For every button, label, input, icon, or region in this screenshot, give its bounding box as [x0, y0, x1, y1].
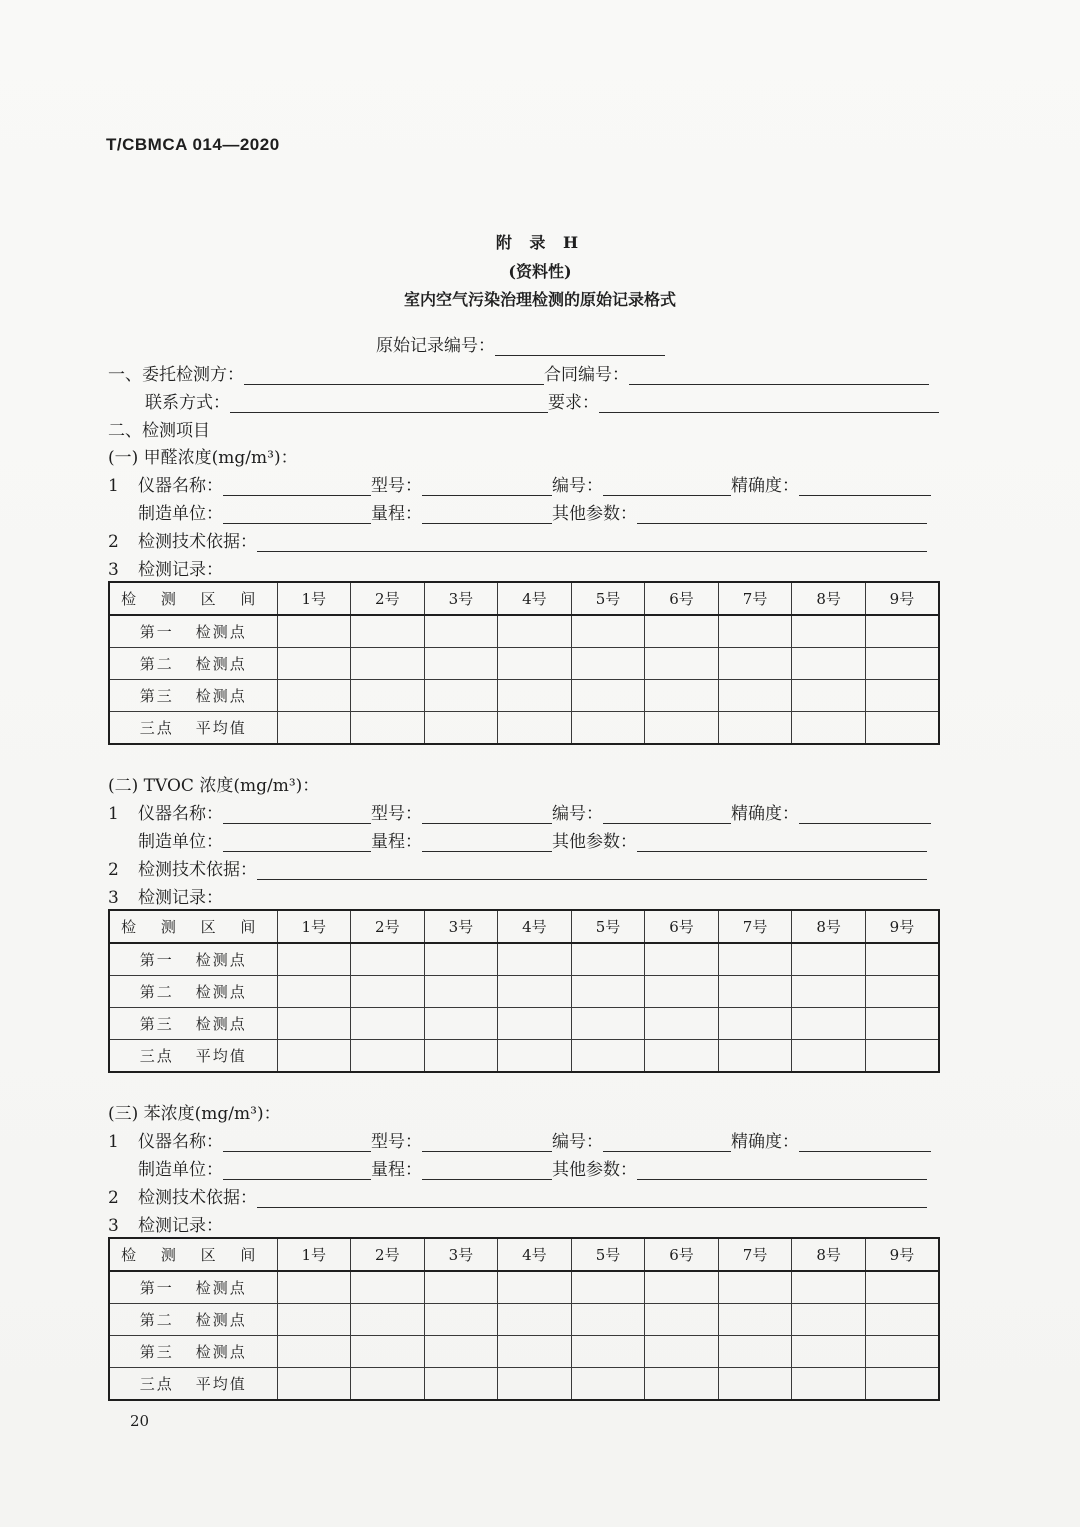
model-label: 型号： [371, 476, 422, 496]
other-params-label: 其他参数： [552, 504, 637, 524]
item-number: 2 [108, 532, 119, 552]
maker-blank[interactable] [223, 505, 371, 524]
basis-blank[interactable] [257, 1189, 927, 1208]
other-params-blank[interactable] [637, 505, 927, 524]
client-blank[interactable] [244, 366, 544, 385]
data-cell[interactable] [865, 1304, 939, 1336]
data-cell[interactable] [277, 943, 351, 976]
column-header: 7号 [718, 910, 792, 943]
column-header: 9号 [865, 1238, 939, 1271]
other-params-blank[interactable] [637, 833, 927, 852]
page-number: 20 [130, 1412, 150, 1430]
table-row [109, 615, 939, 648]
data-cell[interactable] [865, 712, 939, 745]
column-header: 2号 [351, 910, 425, 943]
instrument-name-blank[interactable] [223, 477, 371, 496]
record-label: 检测记录： [138, 1216, 223, 1236]
maker-row [138, 499, 927, 524]
other-params-blank[interactable] [637, 1161, 927, 1180]
basis-blank[interactable] [257, 861, 927, 880]
data-cell[interactable] [645, 976, 719, 1008]
column-header: 2号 [351, 1238, 425, 1271]
item-title: (一) 甲醛浓度(mg/m³)： [108, 448, 298, 468]
data-cell[interactable] [498, 1040, 572, 1073]
column-header: 3号 [424, 910, 498, 943]
instrument-row [108, 1127, 931, 1152]
data-cell[interactable] [351, 648, 425, 680]
column-header: 6号 [645, 1238, 719, 1271]
data-cell[interactable] [424, 712, 498, 745]
table-row [109, 1368, 939, 1401]
instrument-name-label: 仪器名称： [138, 804, 223, 824]
table-corner-header: 检 测 区 间 [109, 582, 277, 615]
record-row [108, 555, 223, 580]
data-cell[interactable] [277, 1368, 351, 1401]
column-header: 8号 [792, 582, 866, 615]
column-header: 7号 [718, 582, 792, 615]
contract-label: 合同编号： [544, 365, 629, 385]
column-header: 4号 [498, 910, 572, 943]
data-cell[interactable] [571, 1008, 645, 1040]
data-cell[interactable] [277, 1336, 351, 1368]
model-label: 型号： [371, 804, 422, 824]
data-cell[interactable] [424, 943, 498, 976]
record-number-label: 原始记录编号： [376, 336, 495, 356]
range-label: 量程： [371, 504, 422, 524]
data-cell[interactable] [277, 680, 351, 712]
data-cell[interactable] [277, 1271, 351, 1304]
data-cell[interactable] [424, 648, 498, 680]
data-cell[interactable] [277, 976, 351, 1008]
client-row [108, 360, 929, 385]
column-header: 6号 [645, 910, 719, 943]
item-number: 1 [108, 1132, 119, 1152]
serial-blank[interactable] [603, 1133, 731, 1152]
column-header: 1号 [277, 1238, 351, 1271]
item-title: (三) 苯浓度(mg/m³)： [108, 1104, 281, 1124]
data-cell[interactable] [571, 943, 645, 976]
basis-blank[interactable] [257, 533, 927, 552]
appendix-note: (资料性) [508, 262, 572, 281]
data-cell[interactable] [718, 1336, 792, 1368]
data-cell[interactable] [498, 1304, 572, 1336]
data-cell[interactable] [645, 1040, 719, 1073]
data-cell[interactable] [718, 1040, 792, 1073]
serial-label: 编号： [552, 1132, 603, 1152]
request-blank[interactable] [599, 394, 939, 413]
data-cell[interactable] [351, 943, 425, 976]
data-cell[interactable] [351, 1368, 425, 1401]
column-header: 3号 [424, 582, 498, 615]
serial-label: 编号： [552, 476, 603, 496]
maker-blank[interactable] [223, 1161, 371, 1180]
data-cell[interactable] [498, 976, 572, 1008]
range-blank[interactable] [422, 833, 552, 852]
appendix-heading: 室内空气污染治理检测的原始记录格式 [403, 290, 676, 309]
data-cell[interactable] [792, 1336, 866, 1368]
data-cell[interactable] [792, 712, 866, 745]
data-cell[interactable] [498, 1368, 572, 1401]
column-header: 7号 [718, 1238, 792, 1271]
model-blank[interactable] [422, 805, 552, 824]
data-cell[interactable] [277, 1304, 351, 1336]
data-cell[interactable] [792, 943, 866, 976]
data-cell[interactable] [792, 1008, 866, 1040]
data-cell[interactable] [498, 1336, 572, 1368]
record-table [108, 581, 940, 745]
accuracy-label: 精确度： [731, 1132, 799, 1152]
section-title: 二、检测项目 [108, 421, 210, 441]
basis-label: 检测技术依据： [138, 532, 257, 552]
appendix-title: 附 录 H [495, 233, 585, 252]
data-cell[interactable] [718, 615, 792, 648]
data-cell[interactable] [277, 615, 351, 648]
serial-blank[interactable] [603, 805, 731, 824]
accuracy-blank[interactable] [799, 805, 931, 824]
data-cell[interactable] [351, 976, 425, 1008]
data-cell[interactable] [865, 943, 939, 976]
column-header: 3号 [424, 1238, 498, 1271]
row-label: 第三 检测点 [109, 680, 277, 712]
data-cell[interactable] [718, 648, 792, 680]
data-cell[interactable] [645, 1368, 719, 1401]
data-cell[interactable] [498, 648, 572, 680]
table-row [109, 1040, 939, 1073]
data-cell[interactable] [351, 1040, 425, 1073]
data-cell[interactable] [865, 615, 939, 648]
column-header: 8号 [792, 1238, 866, 1271]
data-cell[interactable] [277, 1040, 351, 1073]
instrument-name-blank[interactable] [223, 805, 371, 824]
data-cell[interactable] [792, 1040, 866, 1073]
record-number-blank[interactable] [495, 337, 665, 356]
data-cell[interactable] [424, 1008, 498, 1040]
record-label: 检测记录： [138, 560, 223, 580]
data-cell[interactable] [645, 712, 719, 745]
row-label: 第二 检测点 [109, 976, 277, 1008]
data-cell[interactable] [645, 1336, 719, 1368]
data-cell[interactable] [865, 1271, 939, 1304]
data-cell[interactable] [351, 1304, 425, 1336]
accuracy-label: 精确度： [731, 476, 799, 496]
maker-label: 制造单位： [138, 1160, 223, 1180]
record-label: 检测记录： [138, 888, 223, 908]
data-cell[interactable] [645, 648, 719, 680]
row-label: 第一 检测点 [109, 943, 277, 976]
data-cell[interactable] [792, 1368, 866, 1401]
column-header: 9号 [865, 582, 939, 615]
item-number: 3 [108, 888, 119, 908]
other-params-label: 其他参数： [552, 1160, 637, 1180]
column-header: 5号 [571, 910, 645, 943]
model-label: 型号： [371, 1132, 422, 1152]
data-cell[interactable] [571, 615, 645, 648]
data-cell[interactable] [718, 1304, 792, 1336]
item-number: 2 [108, 860, 119, 880]
data-cell[interactable] [645, 1304, 719, 1336]
data-cell[interactable] [865, 648, 939, 680]
data-cell[interactable] [351, 615, 425, 648]
instrument-name-label: 仪器名称： [138, 1132, 223, 1152]
column-header: 4号 [498, 1238, 572, 1271]
data-cell[interactable] [498, 680, 572, 712]
contact-blank[interactable] [230, 394, 548, 413]
range-label: 量程： [371, 832, 422, 852]
maker-row [138, 827, 927, 852]
table-row [109, 1336, 939, 1368]
instrument-name-blank[interactable] [223, 1133, 371, 1152]
data-cell[interactable] [424, 1271, 498, 1304]
maker-blank[interactable] [223, 833, 371, 852]
data-cell[interactable] [277, 648, 351, 680]
data-cell[interactable] [498, 712, 572, 745]
column-header: 1号 [277, 910, 351, 943]
data-cell[interactable] [424, 1368, 498, 1401]
data-cell[interactable] [718, 712, 792, 745]
client-label: 一、委托检测方： [108, 365, 244, 385]
basis-row [108, 1183, 927, 1208]
data-cell[interactable] [571, 976, 645, 1008]
data-cell[interactable] [277, 1008, 351, 1040]
data-cell[interactable] [645, 943, 719, 976]
contact-label: 联系方式： [145, 393, 230, 413]
record-table [108, 1237, 940, 1401]
data-cell[interactable] [865, 1008, 939, 1040]
data-cell[interactable] [718, 1368, 792, 1401]
data-cell[interactable] [792, 1304, 866, 1336]
data-cell[interactable] [645, 680, 719, 712]
table-corner-header: 检 测 区 间 [109, 910, 277, 943]
table-row [109, 943, 939, 976]
serial-label: 编号： [552, 804, 603, 824]
data-cell[interactable] [792, 648, 866, 680]
record-row [108, 1211, 223, 1236]
item-number: 2 [108, 1188, 119, 1208]
data-cell[interactable] [498, 1008, 572, 1040]
column-header: 2号 [351, 582, 425, 615]
record-table [108, 909, 940, 1073]
data-cell[interactable] [351, 680, 425, 712]
data-cell[interactable] [645, 1008, 719, 1040]
data-cell[interactable] [571, 1040, 645, 1073]
other-params-label: 其他参数： [552, 832, 637, 852]
data-cell[interactable] [792, 976, 866, 1008]
data-cell[interactable] [571, 712, 645, 745]
data-cell[interactable] [645, 615, 719, 648]
maker-label: 制造单位： [138, 832, 223, 852]
item-number: 1 [108, 476, 119, 496]
contract-blank[interactable] [629, 366, 929, 385]
row-label: 三点 平均值 [109, 1040, 277, 1073]
basis-label: 检测技术依据： [138, 1188, 257, 1208]
data-cell[interactable] [865, 976, 939, 1008]
item-number: 1 [108, 804, 119, 824]
data-cell[interactable] [792, 615, 866, 648]
basis-label: 检测技术依据： [138, 860, 257, 880]
item-title: (二) TVOC 浓度(mg/m³)： [108, 776, 320, 796]
record-row [108, 883, 223, 908]
data-cell[interactable] [424, 976, 498, 1008]
row-label: 第二 检测点 [109, 1304, 277, 1336]
row-label: 第三 检测点 [109, 1008, 277, 1040]
range-blank[interactable] [422, 505, 552, 524]
column-header: 9号 [865, 910, 939, 943]
serial-blank[interactable] [603, 477, 731, 496]
data-cell[interactable] [351, 1336, 425, 1368]
data-cell[interactable] [571, 1368, 645, 1401]
table-row [109, 976, 939, 1008]
data-cell[interactable] [498, 1271, 572, 1304]
data-cell[interactable] [718, 680, 792, 712]
table-row [109, 648, 939, 680]
data-cell[interactable] [865, 1040, 939, 1073]
model-blank[interactable] [422, 1133, 552, 1152]
row-label: 第三 检测点 [109, 1336, 277, 1368]
accuracy-label: 精确度： [731, 804, 799, 824]
data-cell[interactable] [718, 943, 792, 976]
column-header: 1号 [277, 582, 351, 615]
data-cell[interactable] [571, 648, 645, 680]
data-cell[interactable] [865, 1336, 939, 1368]
contact-row [145, 388, 939, 413]
data-cell[interactable] [865, 680, 939, 712]
maker-row [138, 1155, 927, 1180]
table-row [109, 1008, 939, 1040]
accuracy-blank[interactable] [799, 1133, 931, 1152]
standard-number: T/CBMCA 014—2020 [106, 135, 280, 154]
table-row [109, 712, 939, 745]
data-cell[interactable] [351, 712, 425, 745]
data-cell[interactable] [718, 976, 792, 1008]
maker-label: 制造单位： [138, 504, 223, 524]
data-cell[interactable] [865, 1368, 939, 1401]
column-header: 4号 [498, 582, 572, 615]
table-row [109, 1271, 939, 1304]
column-header: 6号 [645, 582, 719, 615]
data-cell[interactable] [424, 680, 498, 712]
item-number: 3 [108, 560, 119, 580]
data-cell[interactable] [351, 1008, 425, 1040]
data-cell[interactable] [424, 1304, 498, 1336]
data-cell[interactable] [424, 1336, 498, 1368]
data-cell[interactable] [718, 1271, 792, 1304]
row-label: 三点 平均值 [109, 1368, 277, 1401]
accuracy-blank[interactable] [799, 477, 931, 496]
row-label: 第一 检测点 [109, 615, 277, 648]
basis-row [108, 527, 927, 552]
data-cell[interactable] [645, 1271, 719, 1304]
column-header: 5号 [571, 1238, 645, 1271]
column-header: 5号 [571, 582, 645, 615]
data-cell[interactable] [351, 1271, 425, 1304]
data-cell[interactable] [571, 1304, 645, 1336]
data-cell[interactable] [792, 1271, 866, 1304]
data-cell[interactable] [424, 615, 498, 648]
table-row [109, 680, 939, 712]
request-label: 要求： [548, 393, 599, 413]
instrument-row [108, 799, 931, 824]
range-label: 量程： [371, 1160, 422, 1180]
data-cell[interactable] [792, 680, 866, 712]
basis-row [108, 855, 927, 880]
data-cell[interactable] [424, 1040, 498, 1073]
range-blank[interactable] [422, 1161, 552, 1180]
model-blank[interactable] [422, 477, 552, 496]
data-cell[interactable] [571, 680, 645, 712]
table-corner-header: 检 测 区 间 [109, 1238, 277, 1271]
record-number-field[interactable] [376, 331, 665, 356]
column-header: 8号 [792, 910, 866, 943]
data-cell[interactable] [498, 943, 572, 976]
data-cell[interactable] [571, 1336, 645, 1368]
data-cell[interactable] [718, 1008, 792, 1040]
table-row [109, 1304, 939, 1336]
data-cell[interactable] [498, 615, 572, 648]
instrument-row [108, 471, 931, 496]
row-label: 第一 检测点 [109, 1271, 277, 1304]
row-label: 第二 检测点 [109, 648, 277, 680]
data-cell[interactable] [571, 1271, 645, 1304]
instrument-name-label: 仪器名称： [138, 476, 223, 496]
data-cell[interactable] [277, 712, 351, 745]
item-number: 3 [108, 1216, 119, 1236]
row-label: 三点 平均值 [109, 712, 277, 745]
